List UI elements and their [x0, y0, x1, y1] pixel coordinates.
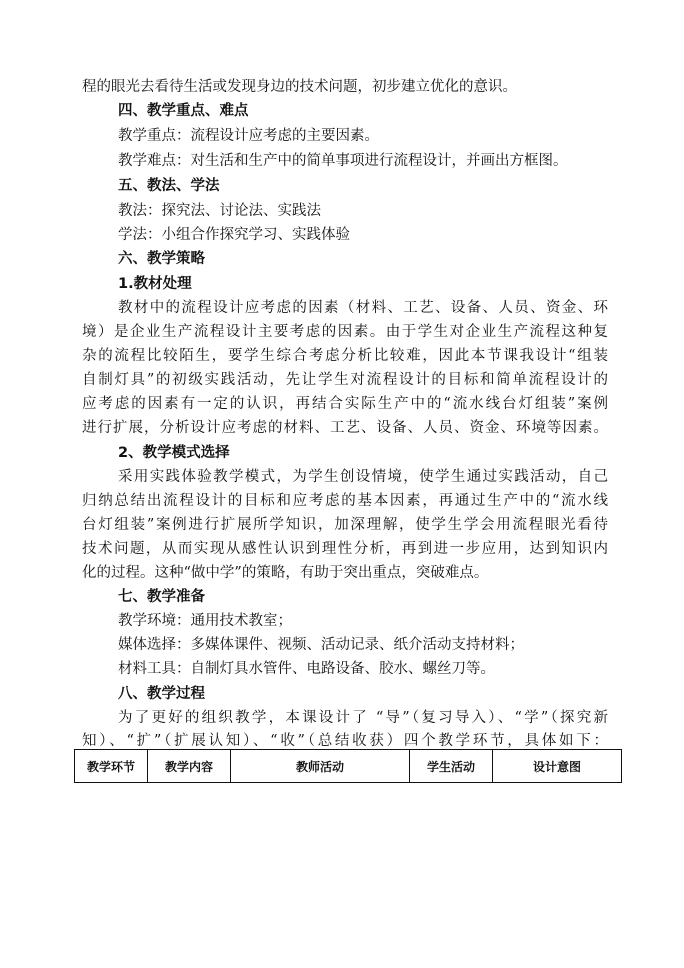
section-heading-7: 七、教学准备	[118, 589, 205, 605]
paragraph-line: 自制灯具”的初级实践活动，先让学生对流程设计的目标和简单流程设计的	[82, 372, 608, 388]
table-header-row	[75, 750, 622, 783]
subheading-textbook: 1.教材处理	[118, 276, 192, 292]
teaching-difficulty: 教学难点：对生活和生产中的简单事项进行流程设计，并画出方框图。	[118, 153, 568, 169]
section-heading-8: 八、教学过程	[118, 686, 205, 702]
paragraph-line: 知）、“扩”（扩展认知）、“收”（总结收获）四个教学环节，具体如下：	[82, 733, 608, 749]
teaching-environment: 教学环境：通用技术教室；	[118, 613, 292, 629]
paragraph-line: 归纳总结出流程设计的目标和应考虑的基本因素，再通过生产中的“流水线	[82, 493, 608, 509]
teaching-method: 教法：探究法、讨论法、实践法	[118, 203, 321, 219]
paragraph-line: 境）是企业生产流程设计主要考虑的因素。由于学生对企业生产流程这种复	[82, 324, 608, 340]
paragraph-continuation: 程的眼光去看待生活或发现身边的技术问题，初步建立优化的意识。	[82, 79, 517, 95]
materials-tools: 材料工具：自制灯具水管件、电路设备、胶水、螺丝刀等。	[118, 661, 495, 677]
section-heading-5: 五、教法、学法	[118, 178, 220, 194]
media-selection: 媒体选择：多媒体课件、视频、活动记录、纸介活动支持材料；	[118, 637, 524, 653]
paragraph-line: 台灯组装”案例进行扩展所学知识，加深理解，使学生学会用流程眼光看待	[82, 517, 608, 533]
teaching-focus: 教学重点：流程设计应考虑的主要因素。	[118, 128, 379, 144]
subheading-teaching-mode: 2、教学模式选择	[118, 445, 230, 461]
paragraph-line: 进行扩展，分析设计应考虑的材料、工艺、设备、人员、资金、环境等因素。	[82, 420, 608, 436]
paragraph-line: 杂的流程比较陌生，要学生综合考虑分析比较难，因此本节课我设计“组装	[82, 348, 608, 364]
paragraph-line: 采用实践体验教学模式，为学生创设情境，使学生通过实践活动，自己	[118, 469, 608, 485]
section-heading-4: 四、教学重点、难点	[118, 103, 249, 119]
paragraph-line: 技术问题，从而实现从感性认识到理性分析，再到进一步应用，达到知识内	[82, 541, 608, 557]
paragraph-line: 化的过程。这种“做中学”的策略，有助于突出重点，突破难点。	[82, 565, 489, 581]
section-heading-6: 六、教学策略	[118, 251, 205, 267]
table-header-cell: 教学环节	[75, 750, 148, 783]
table-header-cell: 教学内容	[148, 750, 231, 783]
teaching-process-table	[74, 749, 622, 783]
table-header-cell: 教师活动	[231, 750, 410, 783]
table-header-cell: 设计意图	[493, 750, 622, 783]
table-header-cell: 学生活动	[410, 750, 493, 783]
paragraph-line: 为了更好的组织教学，本课设计了 “导”（复习导入）、“学”（探究新	[118, 710, 608, 726]
paragraph-line: 教材中的流程设计应考虑的因素（材料、工艺、设备、人员、资金、环	[118, 300, 608, 316]
paragraph-line: 应考虑的因素有一定的认识，再结合实际生产中的“流水线台灯组装”案例	[82, 396, 608, 412]
learning-method: 学法：小组合作探究学习、实践体验	[118, 227, 350, 243]
